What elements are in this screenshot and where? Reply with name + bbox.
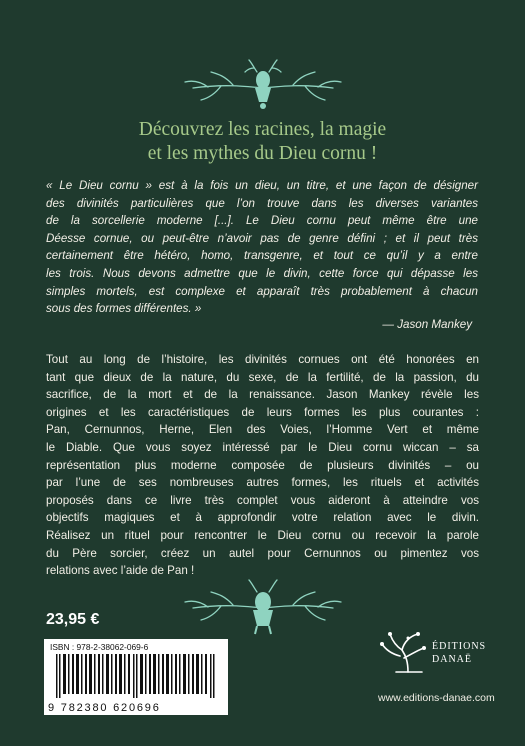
quote-line: les trois. Nous devons admettre que le divin, cette force qui dépasse les <box>46 266 478 280</box>
antler-ornament-top <box>0 58 525 118</box>
description <box>46 351 479 580</box>
description-line: relations avec l’aide de Pan ! <box>46 564 195 578</box>
description-line: Réalisez un rituel pour rencontrer le Dieu cornu ou recevoir la parole <box>46 528 479 542</box>
headline-line-2: et les mythes du Dieu cornu ! <box>147 143 378 164</box>
stag-emblem-icon <box>163 58 363 118</box>
barcode <box>44 639 228 715</box>
quote-line: simples mortels, est complexe et apparaît très probablement à chacun <box>46 284 478 298</box>
quote-line: des divinités particulières que l’on trouve dans les diverses variantes <box>46 196 478 210</box>
description-line: le Diable. Que vous soyez intéressé par le Dieu cornu wiccan – sa <box>46 440 479 454</box>
stag-emblem-icon <box>163 578 363 638</box>
barcode-icon <box>56 654 216 698</box>
publisher-name-line-1: ÉDITIONS <box>432 641 487 652</box>
quote-block <box>46 177 478 318</box>
description-line: par l’une de ses nombreuses autres formes, les rituels et activités <box>46 476 479 490</box>
publisher-name-line-2: DANAË <box>432 654 472 665</box>
price: 23,95 € <box>46 611 100 628</box>
quote-line: « Le Dieu cornu » est à la fois un dieu, un titre, et une façon de désigner <box>46 179 478 192</box>
description-line: tant que dieux de la nature, du sexe, de la fertilité, de la passion, du <box>46 370 479 384</box>
quote-line: certainement être hétéro, homo, transgenre, et tout ce qu’il y a entre <box>46 249 478 263</box>
description-line: sacrifice, de la mort et de la renaissance. Jason Mankey révèle les <box>46 388 479 402</box>
isbn-label: ISBN : 978-2-38062-069-6 <box>50 642 149 652</box>
quote-line: Déesse cornue, ou peut-être n’avoir pas de genre défini ; et il peut très <box>46 231 478 245</box>
description-line: origines et les caractéristiques de leurs formes les plus courantes : <box>46 405 479 419</box>
description-line: représentation plus moderne composée de plusieurs divinités – ou <box>46 458 479 472</box>
description-line: objectifs magiques et à approfondir votre relation avec le divin. <box>46 511 479 525</box>
barcode-digits: 9 782380 620696 <box>48 702 161 714</box>
headline-line-1: Découvrez les racines, la magie <box>138 119 387 140</box>
headline <box>0 118 525 166</box>
description-line: proposés dans ce livre très complet vous aideront à atteindre vos <box>46 493 479 507</box>
quote-line: sous des formes différentes. » <box>46 302 202 316</box>
quote-attribution: — Jason Mankey <box>382 318 472 331</box>
description-line: Tout au long de l’histoire, les divinités cornues ont été honorées en <box>46 353 479 366</box>
description-line: du Père sorcier, créez un autel pour Cernunnos ou pimentez vos <box>46 546 479 560</box>
publisher-website: www.editions-danae.com <box>378 692 495 704</box>
publisher-name <box>432 640 486 666</box>
description-line: Pan, Cernunnos, Herne, Elen des Voies, l’Homme Vert et même <box>46 423 479 437</box>
quote-line: de la sorcellerie moderne [...]. Le Dieu cornu peut même être une <box>46 214 478 228</box>
